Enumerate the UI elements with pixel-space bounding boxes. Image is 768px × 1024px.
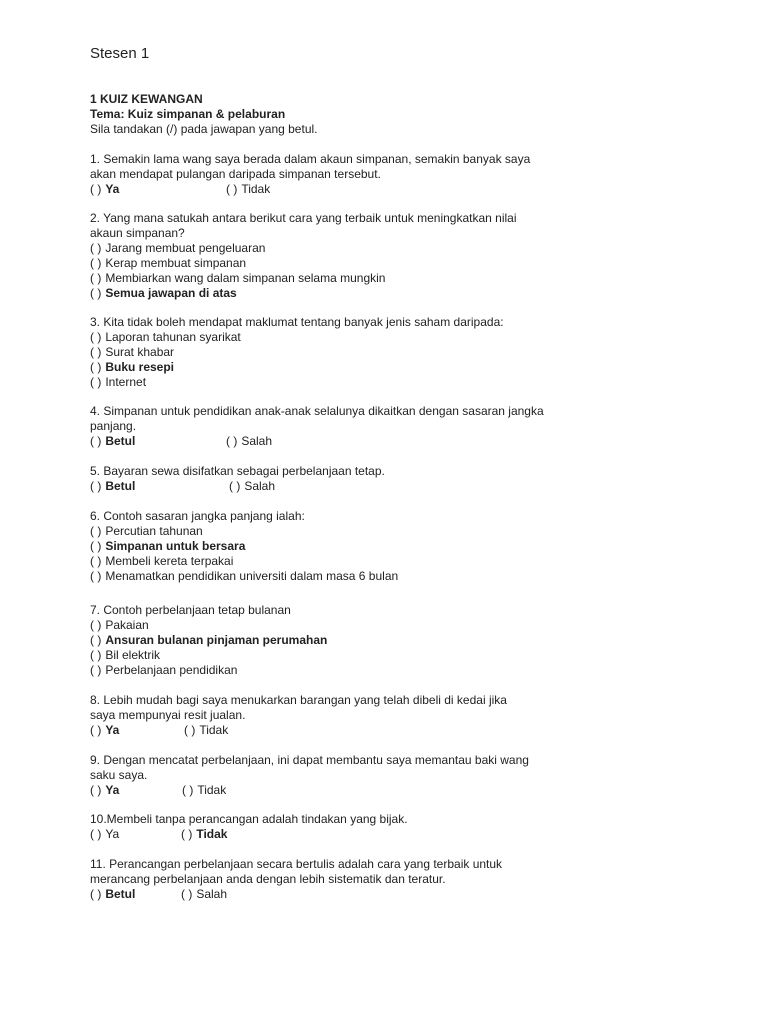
question-8 [90, 693, 560, 738]
station-title: Stesen 1 [90, 45, 150, 62]
answer-row [90, 887, 560, 902]
answer-option[interactable] [90, 256, 560, 271]
answer-label: Membeli kereta terpakai [105, 554, 234, 568]
answer-label: Laporan tahunan syarikat [105, 330, 241, 344]
answer-checkbox[interactable]: ( ) [90, 286, 102, 300]
answer-option[interactable] [229, 479, 275, 494]
quiz-instruction: Sila tandakan (/) pada jawapan yang betul. [90, 122, 318, 136]
answer-row [90, 783, 560, 798]
answer-option[interactable] [90, 648, 560, 663]
question-text: 2. Yang mana satukah antara berikut cara yang terbaik untuk meningkatkan nilai [90, 211, 517, 225]
answer-checkbox[interactable]: ( ) [90, 569, 102, 583]
answer-checkbox[interactable]: ( ) [90, 663, 102, 677]
answer-checkbox[interactable]: ( ) [184, 723, 196, 737]
question-text: 10.Membeli tanpa perancangan adalah tindakan yang bijak. [90, 812, 408, 826]
answer-label: Betul [105, 434, 136, 448]
answer-checkbox[interactable]: ( ) [90, 479, 102, 493]
answer-checkbox[interactable]: ( ) [181, 827, 193, 841]
answer-label: Internet [105, 375, 147, 389]
answer-label: Simpanan untuk bersara [105, 539, 246, 553]
answer-label: Bil elektrik [105, 648, 161, 662]
answer-option[interactable] [90, 524, 560, 539]
answer-checkbox[interactable]: ( ) [90, 256, 102, 270]
answer-label: Perbelanjaan pendidikan [105, 663, 238, 677]
answer-label: Salah [196, 887, 228, 901]
answer-label: Salah [244, 479, 276, 493]
answer-row [90, 182, 560, 197]
answer-option[interactable] [226, 434, 272, 449]
question-text: 11. Perancangan perbelanjaan secara bertulis adalah cara yang terbaik untuk [90, 857, 503, 871]
answer-option[interactable] [90, 434, 135, 449]
answer-checkbox[interactable]: ( ) [90, 827, 102, 841]
answer-label: Pakaian [105, 618, 149, 632]
answer-option[interactable] [90, 375, 560, 390]
answer-option[interactable] [90, 241, 560, 256]
answer-label: Ya [105, 182, 120, 196]
question-text: 8. Lebih mudah bagi saya menukarkan barangan yang telah dibeli di kedai jika [90, 693, 507, 707]
answer-label: Betul [105, 479, 136, 493]
question-6 [90, 509, 560, 584]
answer-option[interactable] [90, 723, 119, 738]
answer-checkbox[interactable]: ( ) [90, 241, 102, 255]
answer-checkbox[interactable]: ( ) [226, 434, 238, 448]
answer-option[interactable] [181, 827, 227, 842]
answer-checkbox[interactable]: ( ) [90, 182, 102, 196]
answer-option[interactable] [90, 182, 119, 197]
question-text: akan mendapat pulangan daripada simpanan tersebut. [90, 167, 381, 181]
answer-checkbox[interactable]: ( ) [90, 271, 102, 285]
answer-checkbox[interactable]: ( ) [229, 479, 241, 493]
answer-option[interactable] [90, 633, 560, 648]
answer-checkbox[interactable]: ( ) [90, 783, 102, 797]
answer-option[interactable] [90, 271, 560, 286]
question-7 [90, 603, 560, 678]
question-text: 5. Bayaran sewa disifatkan sebagai perbelanjaan tetap. [90, 464, 385, 478]
answer-checkbox[interactable]: ( ) [90, 375, 102, 389]
question-text: 9. Dengan mencatat perbelanjaan, ini dapat membantu saya memantau baki wang [90, 753, 529, 767]
question-text: akaun simpanan? [90, 226, 185, 240]
answer-option[interactable] [90, 569, 560, 584]
answer-row [90, 479, 560, 494]
answer-option[interactable] [181, 887, 227, 902]
answer-checkbox[interactable]: ( ) [90, 330, 102, 344]
answer-label: Percutian tahunan [105, 524, 203, 538]
answer-row [90, 723, 560, 738]
question-5 [90, 464, 560, 494]
answer-label: Tidak [197, 783, 227, 797]
answer-option[interactable] [90, 539, 560, 554]
answer-label: Betul [105, 887, 136, 901]
question-11 [90, 857, 560, 902]
question-4 [90, 404, 560, 449]
answer-checkbox[interactable]: ( ) [226, 182, 238, 196]
answer-checkbox[interactable]: ( ) [90, 648, 102, 662]
answer-label: Tidak [196, 827, 228, 841]
answer-option[interactable] [90, 479, 135, 494]
question-1 [90, 152, 560, 197]
question-2 [90, 211, 560, 301]
answer-checkbox[interactable]: ( ) [182, 783, 194, 797]
answer-checkbox[interactable]: ( ) [90, 539, 102, 553]
question-text: 1. Semakin lama wang saya berada dalam akaun simpanan, semakin banyak saya [90, 152, 531, 166]
question-text: panjang. [90, 419, 137, 433]
quiz-header [90, 92, 560, 137]
answer-label: Jarang membuat pengeluaran [105, 241, 266, 255]
answer-checkbox[interactable]: ( ) [90, 524, 102, 538]
answer-checkbox[interactable]: ( ) [90, 345, 102, 359]
answer-option[interactable] [90, 360, 560, 375]
answer-checkbox[interactable]: ( ) [90, 887, 102, 901]
answer-label: Semua jawapan di atas [105, 286, 237, 300]
answer-checkbox[interactable]: ( ) [90, 723, 102, 737]
answer-checkbox[interactable]: ( ) [181, 887, 193, 901]
question-text: 7. Contoh perbelanjaan tetap bulanan [90, 603, 291, 617]
answer-label: Kerap membuat simpanan [105, 256, 247, 270]
answer-label: Membiarkan wang dalam simpanan selama mungkin [105, 271, 386, 285]
answer-checkbox[interactable]: ( ) [90, 360, 102, 374]
answer-label: Tidak [199, 723, 229, 737]
question-text: saya mempunyai resit jualan. [90, 708, 246, 722]
answer-option[interactable] [90, 286, 560, 301]
quiz-title: 1 KUIZ KEWANGAN [90, 92, 203, 106]
question-text: 3. Kita tidak boleh mendapat maklumat tentang banyak jenis saham daripada: [90, 315, 504, 329]
answer-option[interactable] [90, 887, 135, 902]
answer-label: Ya [105, 783, 120, 797]
answer-option[interactable] [90, 554, 560, 569]
question-text: 6. Contoh sasaran jangka panjang ialah: [90, 509, 305, 523]
answer-row [90, 827, 560, 842]
answer-row [90, 434, 560, 449]
quiz-theme: Tema: Kuiz simpanan & pelaburan [90, 107, 286, 121]
answer-label: Buku resepi [105, 360, 175, 374]
answer-option[interactable] [90, 783, 119, 798]
answer-option[interactable] [184, 723, 228, 738]
question-3 [90, 315, 560, 390]
answer-label: Salah [241, 434, 273, 448]
answer-label: Tidak [241, 182, 271, 196]
answer-option[interactable] [90, 618, 560, 633]
answer-label: Surat khabar [105, 345, 175, 359]
answer-checkbox[interactable]: ( ) [90, 633, 102, 647]
question-10 [90, 812, 560, 842]
answer-option[interactable] [226, 182, 270, 197]
answer-option[interactable] [90, 345, 560, 360]
question-text: merancang perbelanjaan anda dengan lebih sistematik dan teratur. [90, 872, 446, 886]
question-text: saku saya. [90, 768, 148, 782]
answer-checkbox[interactable]: ( ) [90, 618, 102, 632]
answer-label: Menamatkan pendidikan universiti dalam masa 6 bulan [105, 569, 399, 583]
answer-option[interactable] [182, 783, 226, 798]
answer-label: Ansuran bulanan pinjaman perumahan [105, 633, 328, 647]
answer-label: Ya [105, 827, 120, 841]
question-9 [90, 753, 560, 798]
answer-option[interactable] [90, 827, 119, 842]
question-text: 4. Simpanan untuk pendidikan anak-anak selalunya dikaitkan dengan sasaran jangka [90, 404, 544, 418]
answer-option[interactable] [90, 663, 560, 678]
answer-checkbox[interactable]: ( ) [90, 434, 102, 448]
answer-option[interactable] [90, 330, 560, 345]
answer-label: Ya [105, 723, 120, 737]
answer-checkbox[interactable]: ( ) [90, 554, 102, 568]
